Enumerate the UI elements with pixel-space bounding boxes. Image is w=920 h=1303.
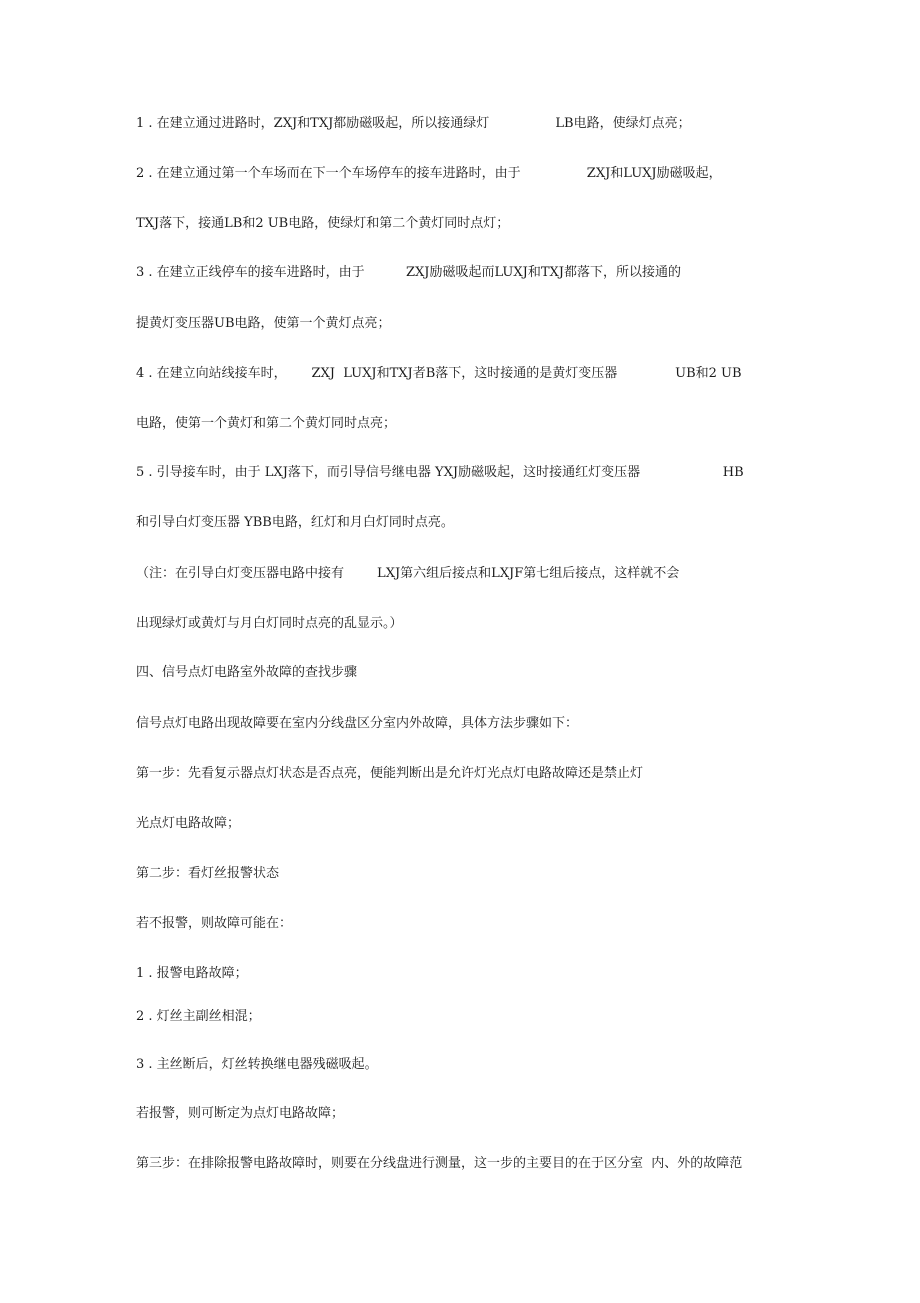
text-line-14: 第一步：先看复示器点灯状态是否点亮，便能判断出是允许灯光点灯电路故障还是禁止灯 bbox=[136, 766, 644, 781]
text-line-22: 第三步：在排除报警电路故障时，则要在分线盘进行测量，这一步的主要目的在于区分室 内、外的故障范 bbox=[136, 1156, 743, 1171]
text-line-11: 出现绿灯或黄灯与月白灯同时点亮的乱显示。） bbox=[136, 616, 403, 631]
text-line-13: 信号点灯电路出现故障要在室内分线盘区分室内外故障，具体方法步骤如下： bbox=[136, 716, 579, 731]
text-line-10: （注：在引导白灯变压器电路中接有 LXJ第六组后接点和LXJF第七组后接点，这样就不会 bbox=[136, 566, 680, 581]
text-line-4: 3 . 在建立正线停车的接车进路时，由于 ZXJ励磁吸起而LUXJ和TXJ都落下，所以接通的 bbox=[136, 265, 681, 280]
text-line-21: 若报警，则可断定为点灯电路故障； bbox=[136, 1106, 345, 1121]
text-line-9: 和引导白灯变压器 YBB电路，红灯和月白灯同时点亮。 bbox=[136, 515, 454, 530]
text-line-15: 光点灯电路故障； bbox=[136, 816, 241, 831]
section-heading: 四、信号点灯电路室外故障的查找步骤 bbox=[136, 665, 358, 680]
text-line-8: 5 . 引导接车时，由于 LXJ落下，而引导信号继电器 YXJ励磁吸起，这时接通红灯变压器 HB bbox=[136, 465, 744, 480]
text-line-20: 3 . 主丝断后，灯丝转换继电器残磁吸起。 bbox=[136, 1057, 378, 1072]
text-line-18: 1 . 报警电路故障； bbox=[136, 966, 248, 981]
text-line-2: 2 . 在建立通过第一个车场而在下一个车场停车的接车进路时，由于 ZXJ和LUXJ励磁吸起， bbox=[136, 166, 722, 181]
text-line-1: 1 . 在建立通过进路时，ZXJ和TXJ都励磁吸起，所以接通绿灯 LB电路，使绿灯点亮； bbox=[136, 116, 691, 131]
text-line-17: 若不报警，则故障可能在： bbox=[136, 916, 293, 931]
text-line-3: TXJ落下，接通LB和2 UB电路，使绿灯和第二个黄灯同时点灯； bbox=[136, 216, 510, 231]
text-line-19: 2 . 灯丝主副丝相混； bbox=[136, 1009, 261, 1024]
text-line-6: 4 . 在建立向站线接车时， ZXJ LUXJ和TXJ者B落下，这时接通的是黄灯变压器 UB和2 UB bbox=[136, 366, 742, 381]
text-line-7: 电路，使第一个黄灯和第二个黄灯同时点亮； bbox=[136, 416, 397, 431]
text-line-5: 提黄灯变压器UB电路，使第一个黄灯点亮； bbox=[136, 316, 391, 331]
text-line-16: 第二步：看灯丝报警状态 bbox=[136, 866, 280, 881]
